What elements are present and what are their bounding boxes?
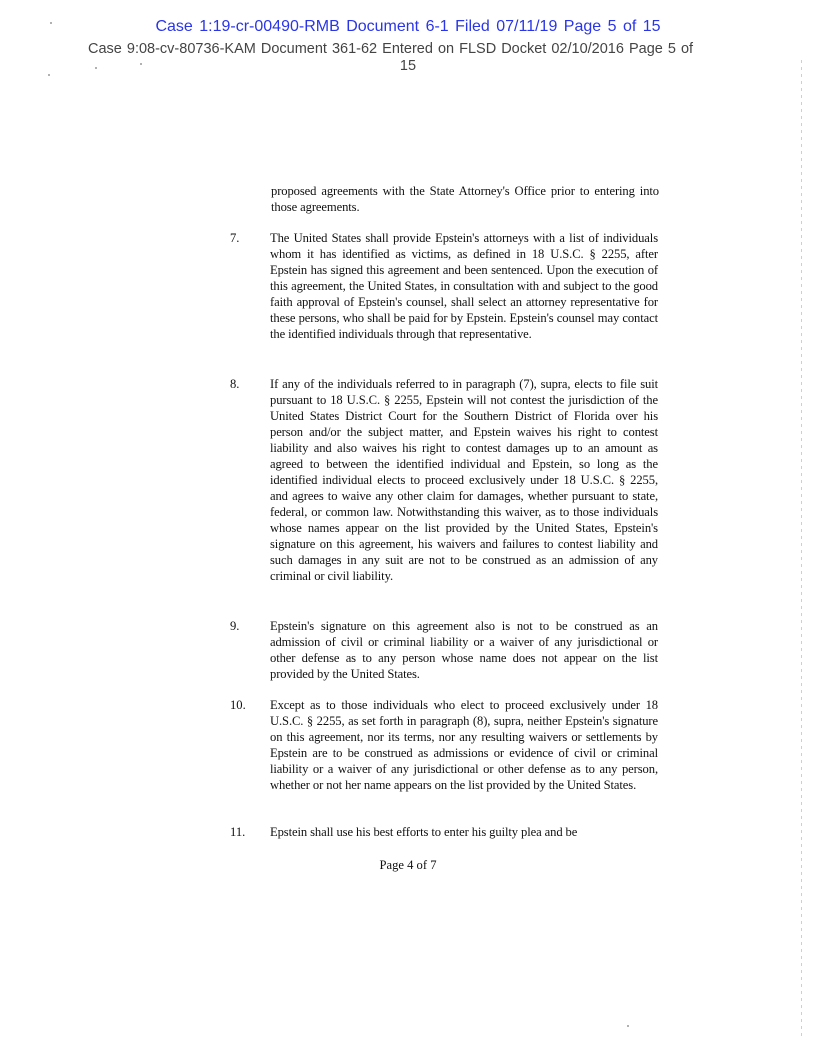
paragraph-text: Epstein's signature on this agreement also is not to be construed as an admission of civil or criminal liability or a waiver of any jurisdictional or other defense as to any person whose name does not appear on the list provided by the United States. [270,619,658,681]
scan-speck [627,1025,629,1027]
scan-speck [50,22,52,24]
page-number-footer: Page 4 of 7 [379,858,437,872]
paragraph-number: 7. [230,231,240,245]
docket-entry-header-continued: 15 [399,58,417,74]
paragraph-text: Epstein shall use his best efforts to enter his guilty plea and be [270,825,578,839]
court-filing-header: Case 1:19-cr-00490-RMB Document 6-1 Filed 07/11/19 Page 5 of 15 [155,18,661,35]
paragraph-text: If any of the individuals referred to in paragraph (7), supra, elects to file suit pursuant to 18 U.S.C. § 2255, Epstein will not contest the jurisdiction of the United States District Court for the Southern District of Florida over his person and/or the subject matter, and Epstein waives his right to contest liability and also waives his right to contest damages up to an amount as agreed to between the identified individual and Epstein, so long as the identified individual elects to proceed exclusively under 18 U.S.C. § 2255, and agrees to waive any other claim for damages, whether pursuant to state, federal, or common law. Notwithstanding this waiver, as to those individuals whose names appear on the list provided by the United States, Epstein's signature on this agreement, his waivers and failures to contest liability and such damages in any suit are not to be construed as an admission of any criminal or civil liability. [270,377,658,583]
paragraph-continuation: proposed agreements with the State Attorney's Office prior to entering into those agreements. [271,184,659,214]
scan-speck [48,74,50,76]
paragraph-text: Except as to those individuals who elect to proceed exclusively under 18 U.S.C. § 2255, as set forth in paragraph (8), supra, neither Epstein's signature on this agreement, nor its terms, nor any resulting waivers or settlements by Epstein are to be construed as admissions or evidence of civil or criminal liability or a waiver of any jurisdictional or other defense as to any person, whether or not her name appears on the list provided by the United States. [270,698,658,792]
paragraph-number: 9. [230,619,240,633]
paragraph-number: 10. [230,698,246,712]
docket-entry-header: Case 9:08-cv-80736-KAM Document 361-62 Entered on FLSD Docket 02/10/2016 Page 5 of [88,41,694,57]
paragraph-text: The United States shall provide Epstein's attorneys with a list of individuals whom it has identified as victims, as defined in 18 U.S.C. § 2255, after Epstein has signed this agreement and been sentenced. Upon the execution of this agreement, the United States, in consultation with and subject to the good faith approval of Epstein's counsel, shall select an attorney representative for these persons, who shall be paid for by Epstein. Epstein's counsel may contact the identified individuals through that representative. [270,231,658,341]
scan-speck [95,67,97,69]
scan-edge-artifact [801,60,802,1040]
paragraph-number: 11. [230,825,246,839]
paragraph-number: 8. [230,377,240,391]
scan-speck [140,63,142,65]
